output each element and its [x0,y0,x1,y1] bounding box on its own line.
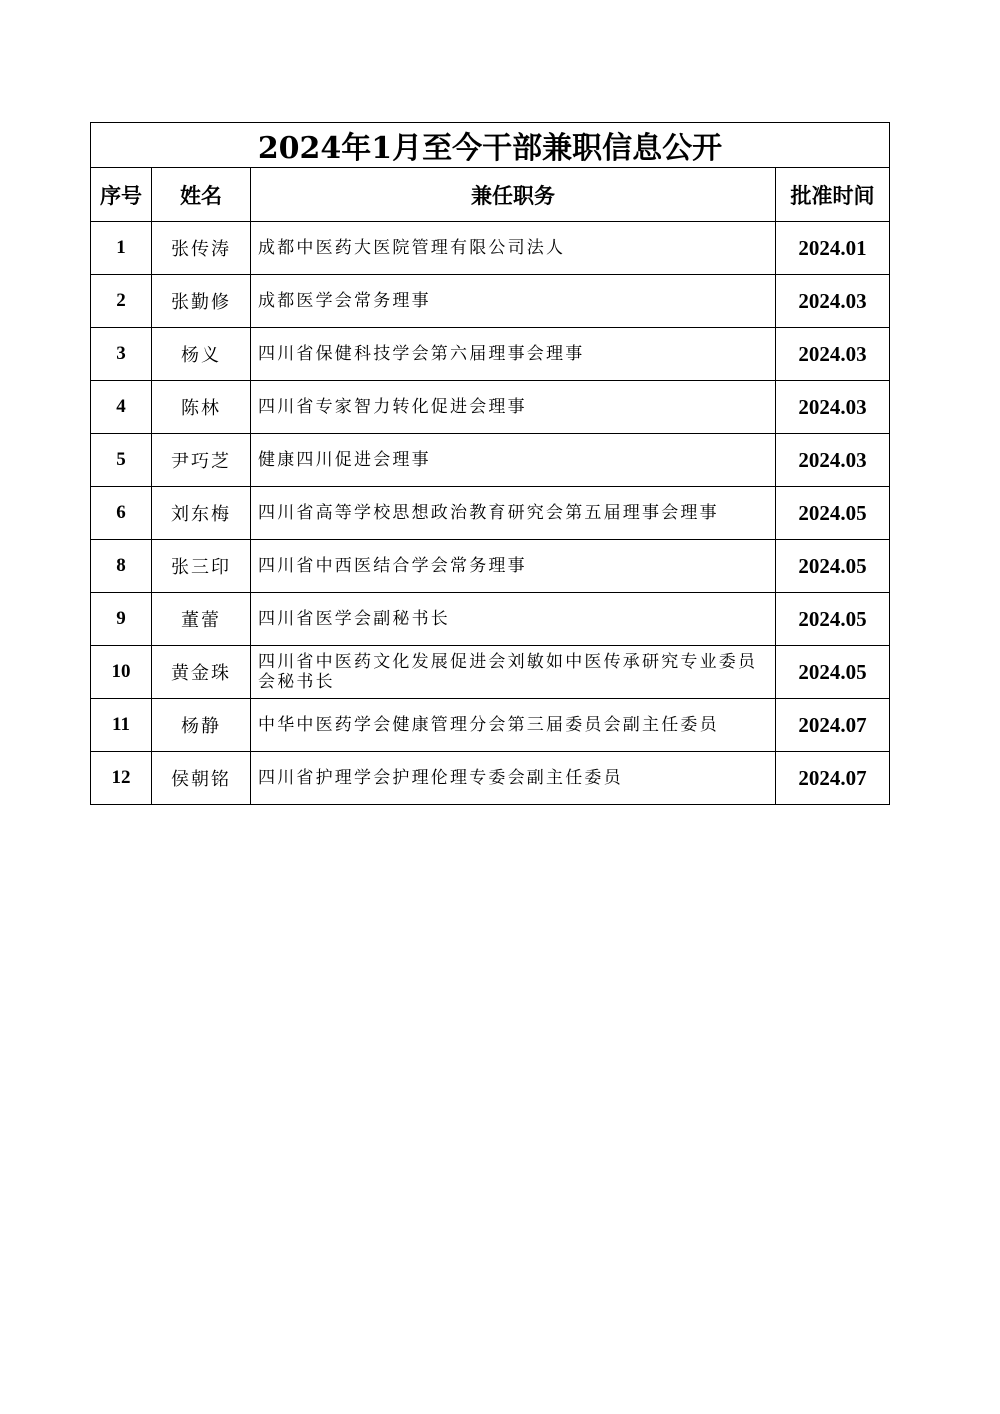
row-name: 张传涛 [152,222,251,275]
row-date: 2024.03 [776,381,890,434]
table-title: 2024年1月至今干部兼职信息公开 [91,123,890,168]
row-role: 四川省中西医结合学会常务理事 [251,540,776,593]
row-number: 1 [91,222,152,275]
row-date: 2024.05 [776,487,890,540]
table-row [91,646,890,699]
row-role: 四川省医学会副秘书长 [251,593,776,646]
row-name: 刘东梅 [152,487,251,540]
row-date: 2024.03 [776,328,890,381]
row-date: 2024.07 [776,752,890,805]
row-date: 2024.03 [776,434,890,487]
header-role: 兼任职务 [251,168,776,222]
table-row [91,593,890,646]
row-role: 四川省专家智力转化促进会理事 [251,381,776,434]
row-number: 10 [91,646,152,699]
row-number: 6 [91,487,152,540]
row-name: 杨义 [152,328,251,381]
row-role: 健康四川促进会理事 [251,434,776,487]
row-role: 四川省护理学会护理伦理专委会副主任委员 [251,752,776,805]
row-name: 尹巧芝 [152,434,251,487]
table-row [91,275,890,328]
header-no: 序号 [91,168,152,222]
row-name: 董蕾 [152,593,251,646]
row-number: 9 [91,593,152,646]
row-date: 2024.05 [776,540,890,593]
row-number: 2 [91,275,152,328]
row-role: 中华中医药学会健康管理分会第三届委员会副主任委员 [251,699,776,752]
row-role: 成都中医药大医院管理有限公司法人 [251,222,776,275]
row-date: 2024.05 [776,593,890,646]
row-name: 陈林 [152,381,251,434]
row-name: 黄金珠 [152,646,251,699]
table-row [91,328,890,381]
header-name: 姓名 [152,168,251,222]
row-role: 成都医学会常务理事 [251,275,776,328]
row-name: 张勤修 [152,275,251,328]
row-role: 四川省中医药文化发展促进会刘敏如中医传承研究专业委员会秘书长 [251,646,776,699]
row-number: 4 [91,381,152,434]
row-role: 四川省保健科技学会第六届理事会理事 [251,328,776,381]
row-number: 11 [91,699,152,752]
row-number: 8 [91,540,152,593]
row-date: 2024.07 [776,699,890,752]
row-number: 3 [91,328,152,381]
table-row [91,381,890,434]
table-row [91,434,890,487]
row-date: 2024.05 [776,646,890,699]
table-row [91,540,890,593]
row-number: 5 [91,434,152,487]
row-date: 2024.01 [776,222,890,275]
table-row [91,699,890,752]
header-date: 批准时间 [776,168,890,222]
row-role: 四川省高等学校思想政治教育研究会第五届理事会理事 [251,487,776,540]
row-number: 12 [91,752,152,805]
table-row [91,222,890,275]
table-row [91,487,890,540]
cadre-part-time-table [90,122,890,805]
row-name: 侯朝铭 [152,752,251,805]
row-name: 杨静 [152,699,251,752]
table-row [91,752,890,805]
row-name: 张三印 [152,540,251,593]
row-date: 2024.03 [776,275,890,328]
